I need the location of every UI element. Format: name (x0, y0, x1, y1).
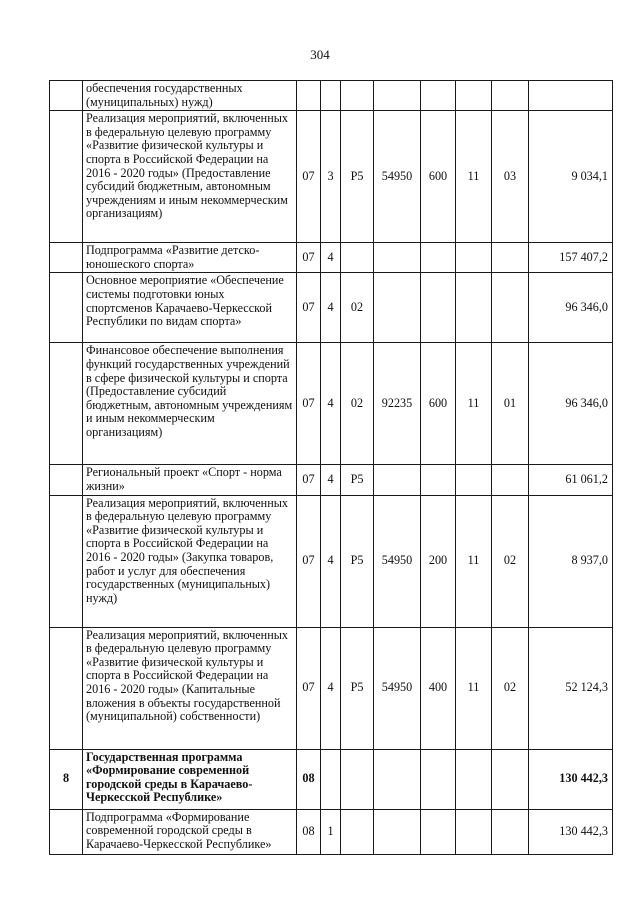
code-cell-1 (297, 81, 321, 111)
code-cell-2 (321, 81, 341, 111)
description-cell: Государственная программа «Формирование современной городской среды в Карачаево-Черкесской Республике» (83, 749, 297, 809)
code-cell-2: 4 (321, 465, 341, 495)
code-cell-1: 08 (297, 809, 321, 854)
code-cell-1: 07 (297, 343, 321, 465)
code-cell-3: 02 (341, 343, 374, 465)
code-cell-4 (374, 81, 421, 111)
table-row (50, 809, 613, 854)
amount-cell: 130 442,3 (529, 749, 613, 809)
description-cell: Подпрограмма «Формирование современной городской среды в Карачаево-Черкесской Республике» (83, 809, 297, 854)
code-cell-3 (341, 809, 374, 854)
budget-table-body (50, 81, 613, 855)
code-cell-3 (341, 749, 374, 809)
code-cell-1: 07 (297, 243, 321, 273)
code-cell-6 (456, 465, 492, 495)
code-cell-1: 07 (297, 273, 321, 343)
amount-cell: 61 061,2 (529, 465, 613, 495)
row-number-cell (50, 111, 83, 243)
page-number: 304 (310, 47, 330, 62)
row-number-cell (50, 81, 83, 111)
code-cell-6 (456, 273, 492, 343)
table-row (50, 749, 613, 809)
code-cell-3: P5 (341, 495, 374, 627)
table-row (50, 81, 613, 111)
code-cell-6 (456, 809, 492, 854)
code-cell-7: 03 (492, 111, 529, 243)
amount-cell: 52 124,3 (529, 627, 613, 749)
code-cell-2: 4 (321, 627, 341, 749)
code-cell-7: 02 (492, 495, 529, 627)
code-cell-1: 07 (297, 627, 321, 749)
description-cell: Подпрограмма «Развитие детско-юношеского спорта» (83, 243, 297, 273)
description-cell: Реализация мероприятий, включенных в федеральную целевую программу «Развитие физической культуры и спорта в Российской Федерации на 2016 - 2020 годы» (Закупка товаров, работ и услуг для обеспечения государственных (муниципальных) нужд) (83, 495, 297, 627)
code-cell-7 (492, 243, 529, 273)
code-cell-2 (321, 749, 341, 809)
code-cell-6: 11 (456, 627, 492, 749)
budget-table (49, 80, 613, 855)
amount-cell (529, 81, 613, 111)
row-number-cell (50, 243, 83, 273)
code-cell-3: 02 (341, 273, 374, 343)
table-row (50, 627, 613, 749)
code-cell-6 (456, 243, 492, 273)
code-cell-4 (374, 809, 421, 854)
amount-cell: 9 034,1 (529, 111, 613, 243)
code-cell-6: 11 (456, 111, 492, 243)
table-row (50, 273, 613, 343)
table-row (50, 343, 613, 465)
code-cell-5: 400 (421, 627, 456, 749)
code-cell-2: 1 (321, 809, 341, 854)
code-cell-5 (421, 243, 456, 273)
code-cell-4 (374, 465, 421, 495)
code-cell-4: 54950 (374, 627, 421, 749)
code-cell-4 (374, 243, 421, 273)
table-row (50, 243, 613, 273)
code-cell-7 (492, 809, 529, 854)
code-cell-3: P5 (341, 111, 374, 243)
code-cell-5: 600 (421, 343, 456, 465)
code-cell-5 (421, 273, 456, 343)
code-cell-7 (492, 81, 529, 111)
description-cell: Финансовое обеспечение выполнения функций государственных учреждений в сфере физической культуры и спорта (Предоставление субсидий бюджетным, автономным учреждениям и иным некоммерческим организациям) (83, 343, 297, 465)
amount-cell: 130 442,3 (529, 809, 613, 854)
code-cell-4: 54950 (374, 111, 421, 243)
amount-cell: 96 346,0 (529, 273, 613, 343)
code-cell-4 (374, 273, 421, 343)
table-row (50, 111, 613, 243)
table-row (50, 465, 613, 495)
code-cell-6: 11 (456, 495, 492, 627)
code-cell-6 (456, 81, 492, 111)
code-cell-1: 07 (297, 495, 321, 627)
code-cell-2: 4 (321, 495, 341, 627)
description-cell: Реализация мероприятий, включенных в федеральную целевую программу «Развитие физической культуры и спорта в Российской Федерации на 2016 - 2020 годы» (Капитальные вложения в объекты государственной (муниципальной) собственности) (83, 627, 297, 749)
code-cell-2: 4 (321, 243, 341, 273)
code-cell-7 (492, 465, 529, 495)
code-cell-7 (492, 749, 529, 809)
code-cell-5 (421, 749, 456, 809)
code-cell-4: 54950 (374, 495, 421, 627)
row-number-cell (50, 495, 83, 627)
code-cell-5: 200 (421, 495, 456, 627)
description-cell: Реализация мероприятий, включенных в федеральную целевую программу «Развитие физической культуры и спорта в Российской Федерации на 2016 - 2020 годы» (Предоставление субсидий бюджетным, автономным учреждениям и иным некоммерческим организациям) (83, 111, 297, 243)
code-cell-3 (341, 243, 374, 273)
amount-cell: 8 937,0 (529, 495, 613, 627)
code-cell-2: 4 (321, 343, 341, 465)
code-cell-3: P5 (341, 465, 374, 495)
row-number-cell (50, 343, 83, 465)
code-cell-6: 11 (456, 343, 492, 465)
code-cell-6 (456, 749, 492, 809)
code-cell-7 (492, 273, 529, 343)
row-number-cell (50, 809, 83, 854)
code-cell-5: 600 (421, 111, 456, 243)
description-cell: Основное мероприятие «Обеспечение системы подготовки юных спортсменов Карачаево-Черкесской Республики по видам спорта» (83, 273, 297, 343)
code-cell-7: 01 (492, 343, 529, 465)
code-cell-5 (421, 465, 456, 495)
code-cell-4 (374, 749, 421, 809)
code-cell-1: 07 (297, 111, 321, 243)
description-cell: обеспечения государственных (муниципальных) нужд) (83, 81, 297, 111)
code-cell-3 (341, 81, 374, 111)
row-number-cell (50, 465, 83, 495)
amount-cell: 96 346,0 (529, 343, 613, 465)
row-number-cell: 8 (50, 749, 83, 809)
code-cell-2: 4 (321, 273, 341, 343)
code-cell-1: 07 (297, 465, 321, 495)
amount-cell: 157 407,2 (529, 243, 613, 273)
code-cell-3: P5 (341, 627, 374, 749)
row-number-cell (50, 273, 83, 343)
code-cell-2: 3 (321, 111, 341, 243)
row-number-cell (50, 627, 83, 749)
description-cell: Региональный проект «Спорт - норма жизни» (83, 465, 297, 495)
code-cell-7: 02 (492, 627, 529, 749)
code-cell-5 (421, 81, 456, 111)
code-cell-1: 08 (297, 749, 321, 809)
code-cell-5 (421, 809, 456, 854)
code-cell-4: 92235 (374, 343, 421, 465)
table-row (50, 495, 613, 627)
